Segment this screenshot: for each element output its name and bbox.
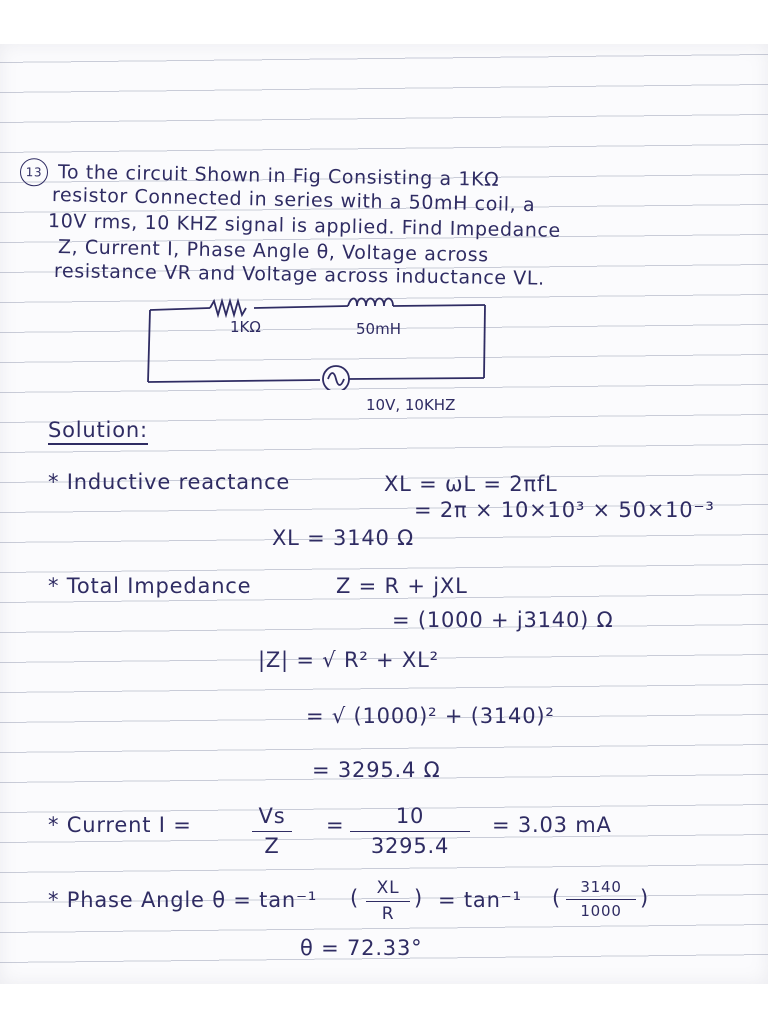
phase-fraction-1 — [366, 880, 410, 923]
question-line-2: resistor Connected in series with a 50mH coil, a — [51, 184, 536, 217]
inductive-eq-2: = 2π × 10×10³ × 50×10⁻³ — [414, 498, 715, 522]
inductive-result: XL = 3140 Ω — [272, 526, 414, 550]
question-line-5: resistance VR and Voltage across inductance VL. — [53, 260, 545, 290]
open-paren: ( — [350, 886, 359, 910]
source-label: 10V, 10KHZ — [366, 396, 456, 414]
current-fraction-1 — [252, 806, 292, 857]
current-numerator-2: 10 — [395, 804, 425, 828]
question-text-1: To the circuit Shown in Fig Consisting a 1KΩ — [57, 161, 500, 191]
equals-sign: = — [326, 813, 345, 837]
circuit-diagram — [140, 290, 500, 390]
phase-mid: = tan⁻¹ — [438, 888, 522, 912]
question-line-4: Z, Current I, Phase Angle θ, Voltage across — [57, 236, 489, 267]
current-label: * Current I = — [48, 813, 192, 837]
phase-numerator-1: XL — [376, 878, 400, 898]
current-numerator-1: Vs — [258, 804, 286, 828]
solution-heading: Solution: — [48, 420, 148, 445]
inductive-label: * Inductive reactance — [48, 470, 291, 494]
resistor-symbol — [210, 301, 246, 315]
inductor-label: 50mH — [356, 320, 401, 338]
inductive-eq-1: XL = ωL = 2πfL — [384, 472, 558, 496]
phase-label: * Phase Angle θ = tan⁻¹ — [48, 888, 318, 912]
open-paren-2: ( — [552, 886, 561, 910]
question-number: 13 — [20, 158, 48, 186]
impedance-eq-1: Z = R + jXL — [336, 574, 468, 598]
phase-numerator-2: 3140 — [580, 878, 622, 896]
impedance-eq-2: = (1000 + j3140) Ω — [392, 608, 614, 632]
current-denominator-1: Z — [264, 834, 280, 858]
phase-denominator-2: 1000 — [580, 902, 622, 920]
current-result: = 3.03 mA — [492, 813, 612, 837]
close-paren-2: ) — [640, 886, 649, 910]
phase-fraction-2 — [566, 880, 636, 919]
impedance-label: * Total Impedance — [48, 574, 252, 598]
impedance-magnitude-1: |Z| = √ R² + XL² — [258, 648, 439, 672]
current-fraction-2 — [350, 806, 470, 857]
impedance-magnitude-3: = 3295.4 Ω — [312, 758, 441, 782]
phase-denominator-1: R — [381, 904, 395, 924]
phase-result: θ = 72.33° — [300, 936, 423, 960]
question-line-3: 10V rms, 10 KHZ signal is applied. Find Impedance — [47, 210, 562, 242]
close-paren: ) — [414, 886, 423, 910]
current-denominator-2: 3295.4 — [370, 834, 450, 858]
resistor-label: 1KΩ — [230, 318, 261, 336]
inductor-symbol — [348, 299, 393, 307]
impedance-magnitude-2: = √ (1000)² + (3140)² — [306, 704, 555, 728]
